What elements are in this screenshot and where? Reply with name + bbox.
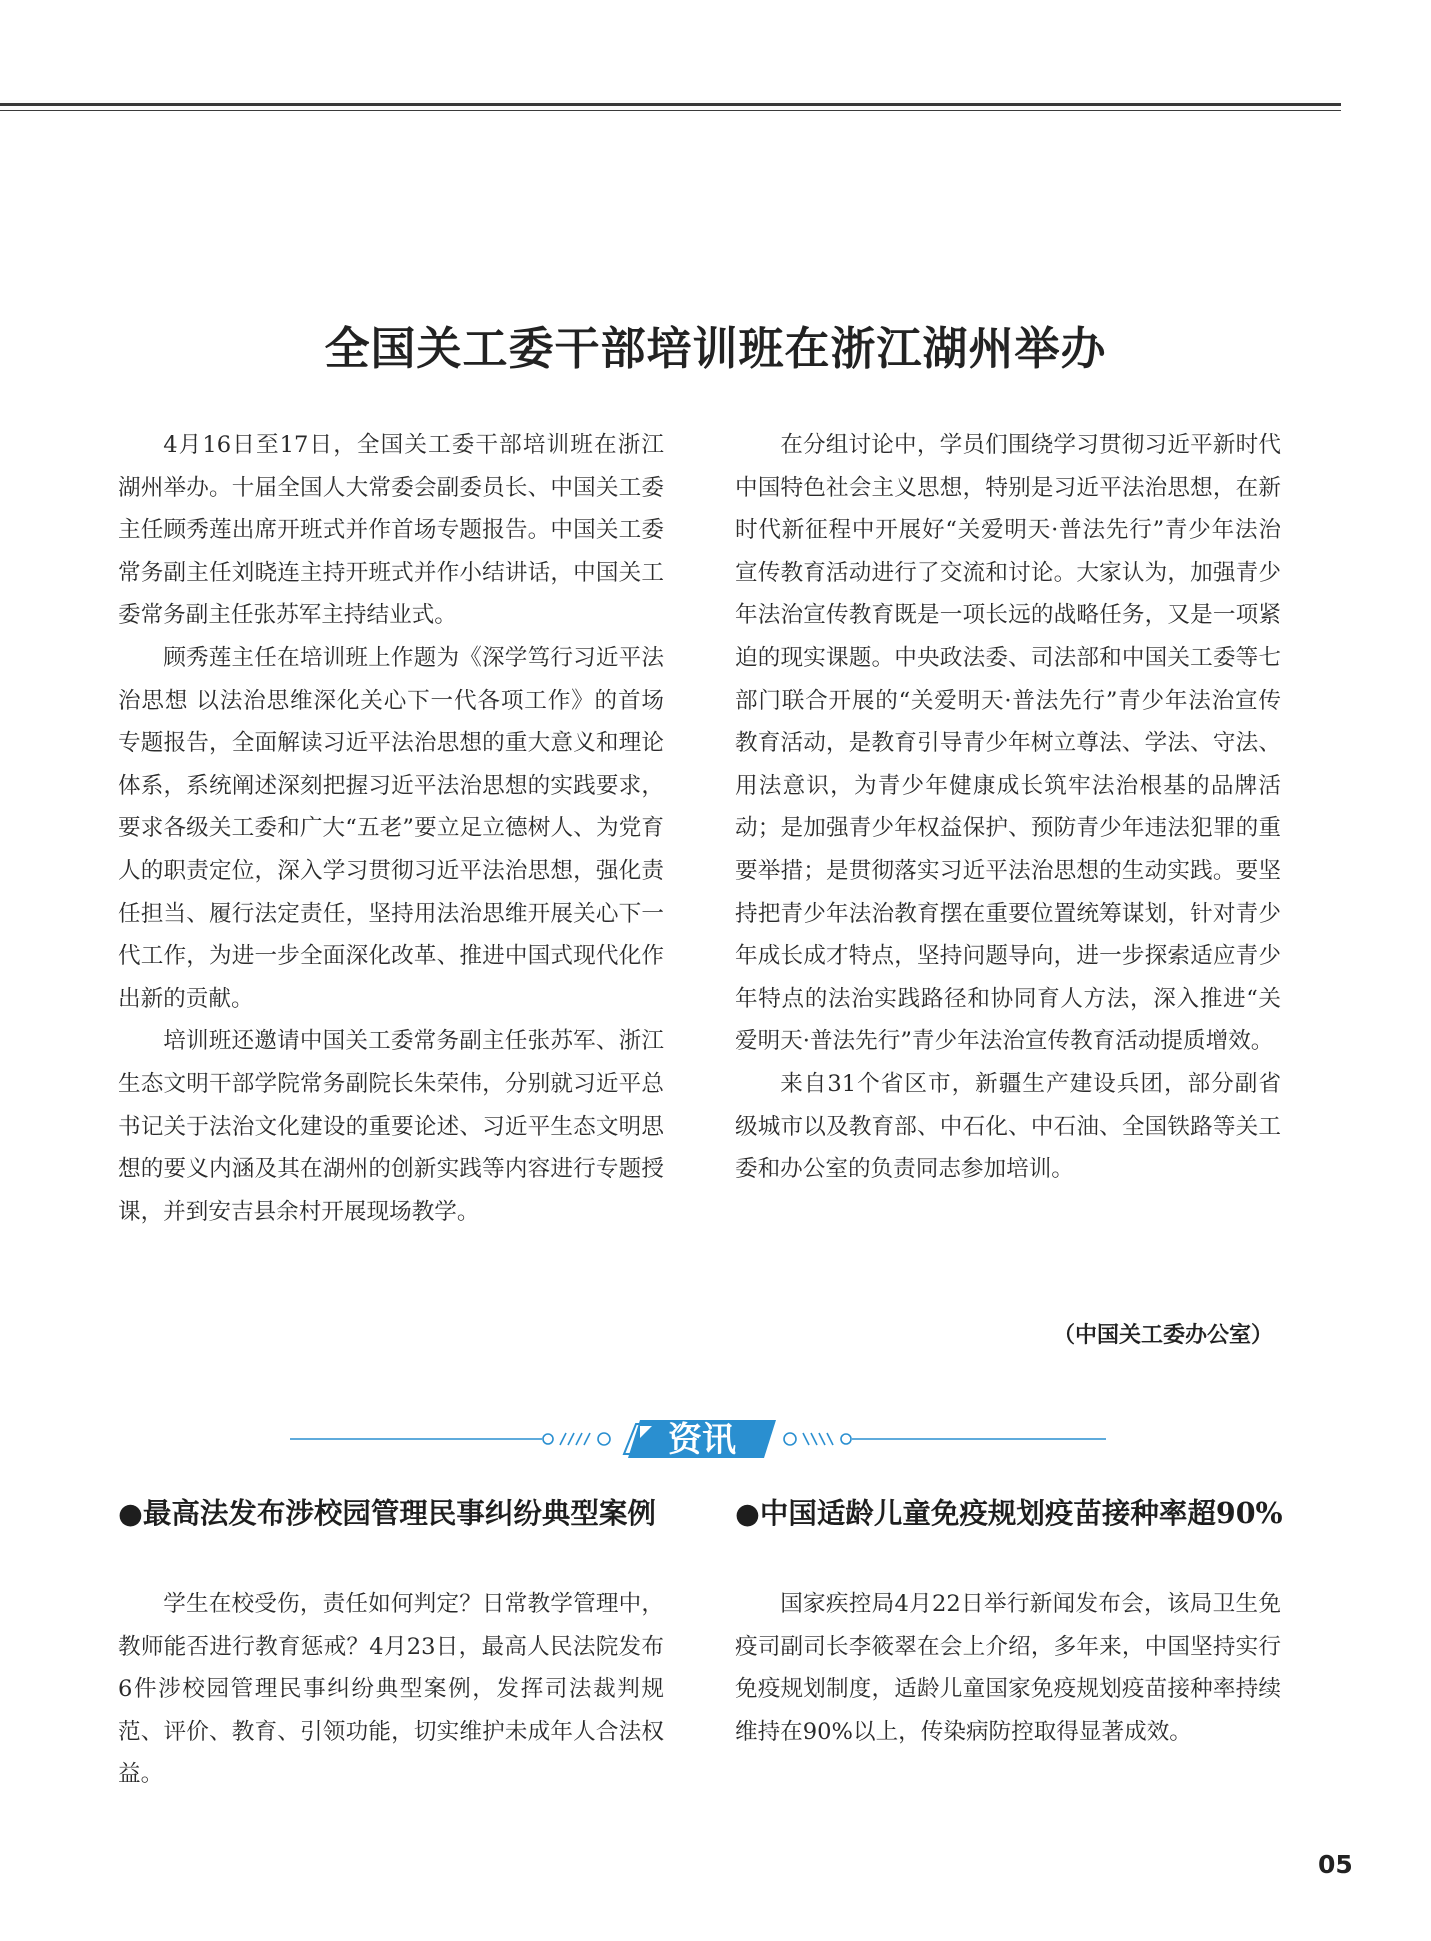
divider-slashes-left	[560, 1433, 590, 1445]
header-rule-thick	[0, 103, 1341, 106]
section-divider	[0, 1404, 1431, 1474]
article-paragraph: 在分组讨论中，学员们围绕学习贯彻习近平新时代中国特色社会主义思想，特别是习近平法治思想，在新时代新征程中开展好“关爱明天·普法先行”青少年法治宣传教育活动进行了交流和讨论。大家认为，加强青少年法治宣传教育既是一项长远的战略任务，又是一项紧迫的现实课题。中央政法委、司法部和中国关工委等七部门联合开展的“关爱明天·普法先行”青少年法治宣传教育活动，是教育引导青少年树立尊法、学法、守法、用法意识，为青少年健康成长筑牢法治根基的品牌活动；是加强青少年权益保护、预防青少年违法犯罪的重要举措；是贯彻落实习近平法治思想的生动实践。要坚持把青少年法治教育摆在重要位置统筹谋划，针对青少年成长成才特点，坚持问题导向，进一步探索适应青少年特点的法治实践路径和协同育人方法，深入推进“关爱明天·普法先行”青少年法治宣传教育活动提质增效。	[735, 432, 1281, 1055]
divider-ring-right-2	[841, 1434, 851, 1444]
divider-ring-right	[784, 1433, 796, 1445]
article-column-left	[118, 424, 664, 1233]
divider-ring-left	[543, 1434, 553, 1444]
news-body: 学生在校受伤，责任如何判定？日常教学管理中，教师能否进行教育惩戒？4月23日，最高人民法院发布6件涉校园管理民事纠纷典型案例，发挥司法裁判规范、评价、教育、引领功能，切实维护未成年人合法权益。	[118, 1591, 664, 1788]
news-title: ●中国适龄儿童免疫规划疫苗接种率超90%	[735, 1496, 1283, 1530]
news-title: ●最高法发布涉校园管理民事纠纷典型案例	[118, 1496, 656, 1530]
article-paragraph: 来自31个省区市，新疆生产建设兵团，部分副省级城市以及教育部、中石化、中石油、全国铁路等关工委和办公室的负责同志参加培训。	[735, 1070, 1281, 1183]
article-column-right	[735, 424, 1281, 1191]
header-rule-thin	[0, 110, 1341, 111]
article-source: （中国关工委办公室）	[1052, 1323, 1273, 1348]
article-title: 全国关工委干部培训班在浙江湖州举办	[324, 322, 1107, 375]
section-label: 资讯	[668, 1420, 736, 1460]
divider-slashes-right	[803, 1433, 833, 1445]
page-number: 05	[1318, 1850, 1353, 1879]
article-paragraph: 4月16日至17日，全国关工委干部培训班在浙江湖州举办。十届全国人大常委会副委员长、中国关工委主任顾秀莲出席开班式并作首场专题报告。中国关工委常务副主任刘晓连主持开班式并作小结讲话，中国关工委常务副主任张苏军主持结业式。	[118, 432, 664, 629]
divider-ring-left-2	[598, 1433, 610, 1445]
article-paragraph: 顾秀莲主任在培训班上作题为《深学笃行习近平法治思想 以法治思维深化关心下一代各项工作》的首场专题报告，全面解读习近平法治思想的重大意义和理论体系，系统阐述深刻把握习近平法治思想的实践要求，要求各级关工委和广大“五老”要立足立德树人、为党育人的职责定位，深入学习贯彻习近平法治思想，强化责任担当、履行法定责任，坚持用法治思维开展关心下一代工作，为进一步全面深化改革、推进中国式现代化作出新的贡献。	[118, 644, 664, 1012]
article-paragraph: 培训班还邀请中国关工委常务副主任张苏军、浙江生态文明干部学院常务副院长朱荣伟，分别就习近平总书记关于法治文化建设的重要论述、习近平生态文明思想的要义内涵及其在湖州的创新实践等内容进行专题授课，并到安吉县余村开展现场教学。	[118, 1028, 664, 1225]
news-body: 国家疾控局4月22日举行新闻发布会，该局卫生免疫司副司长李筱翠在会上介绍，多年来，中国坚持实行免疫规划制度，适龄儿童国家免疫规划疫苗接种率持续维持在90%以上，传染病防控取得显著成效。	[735, 1591, 1281, 1745]
